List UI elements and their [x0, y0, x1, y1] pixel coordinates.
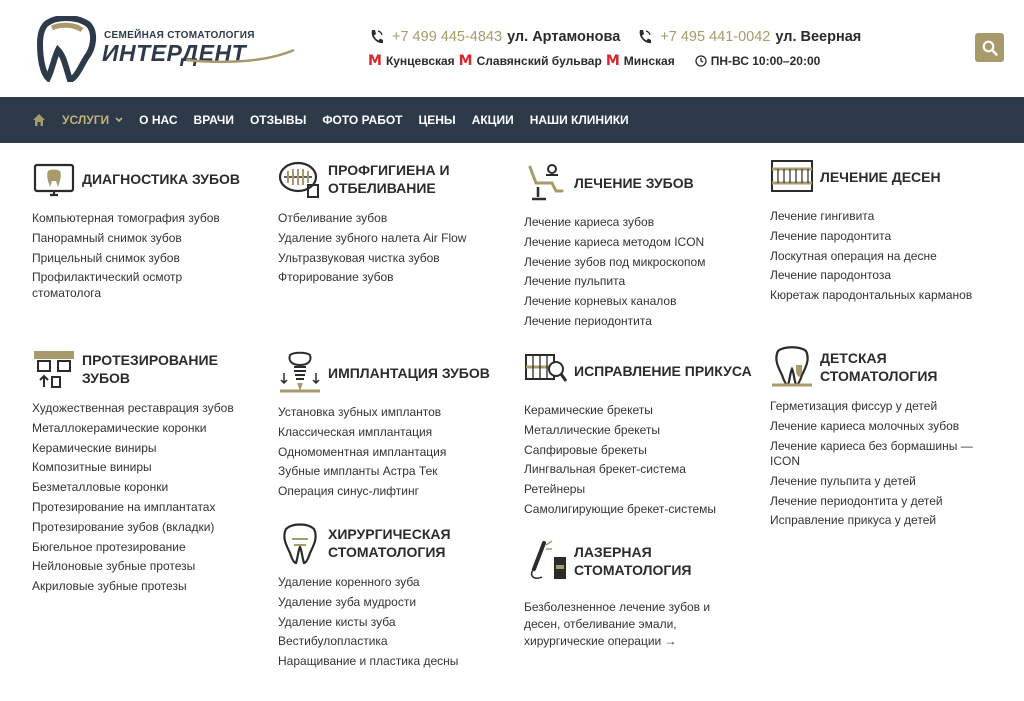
nav-item-about[interactable]: О НАС [139, 113, 178, 127]
search-icon [982, 40, 998, 56]
contacts-block [368, 27, 868, 77]
category-title: ИСПРАВЛЕНИЕ ПРИКУСА [574, 363, 752, 379]
nav-item-label: УСЛУГИ [62, 113, 110, 127]
service-link[interactable]: Лечение периодонтита у детей [770, 493, 943, 508]
clock-icon [695, 55, 707, 67]
category-prosthetics [32, 347, 257, 599]
service-link[interactable]: Кюретаж пародонтальных карманов [770, 288, 973, 303]
service-link[interactable]: Лечение кариеса методом ICON [524, 234, 705, 249]
service-link[interactable]: Вестибулопластика [278, 634, 388, 649]
category-treatment [524, 161, 754, 334]
home-icon[interactable] [32, 113, 46, 127]
category-implants [278, 351, 508, 504]
category-diagnostics [32, 157, 252, 306]
category-title: ПРОФГИГИЕНА И ОТБЕЛИВАНИЕ [328, 162, 450, 196]
category-list [770, 209, 1000, 304]
service-link[interactable]: Самолигирующие брекет-системы [524, 501, 717, 516]
service-link[interactable]: Лечение пародонтита [770, 228, 892, 243]
search-button[interactable] [975, 33, 1004, 62]
service-link[interactable]: Лечение пульпита у детей [770, 473, 916, 488]
service-link[interactable]: Герметизация фиссур у детей [770, 399, 938, 413]
nav-item-reviews[interactable]: ОТЗЫВЫ [249, 113, 307, 127]
nav-item-doctors[interactable]: ВРАЧИ [193, 113, 234, 127]
services-mega-menu [0, 143, 1024, 701]
service-link[interactable]: Лечение корневых каналов [524, 294, 677, 309]
metro-station: Минская [623, 54, 675, 68]
service-link[interactable]: Лечение пульпита [524, 274, 626, 289]
swoosh-icon [176, 46, 296, 66]
service-link[interactable]: Протезирование на имплантатах [32, 499, 216, 514]
kids-tooth-icon [770, 345, 814, 389]
category-header[interactable] [524, 161, 754, 205]
working-hours: ПН-ВС 10:00–20:00 [710, 54, 821, 68]
nav-item-services[interactable] [62, 113, 123, 127]
service-link[interactable]: Металлокерамические коронки [32, 420, 207, 435]
service-link[interactable]: Сапфировые брекеты [524, 442, 647, 457]
service-link[interactable]: Протезирование зубов (вкладки) [32, 519, 215, 534]
category-header[interactable] [524, 349, 759, 393]
service-link[interactable]: Исправление прикуса у детей [770, 513, 937, 528]
category-list [32, 211, 252, 301]
surgery-tooth-icon [278, 521, 322, 565]
category-header[interactable] [770, 155, 1000, 199]
logo[interactable] [36, 16, 266, 82]
logo-subtitle: СЕМЕЙНАЯ СТОМАТОЛОГИЯ [104, 30, 255, 41]
service-link[interactable]: Композитные виниры [32, 460, 152, 475]
category-title: ЛЕЧЕНИЕ ДЕСЕН [820, 169, 941, 185]
category-title: ЛЕЧЕНИЕ ЗУБОВ [574, 175, 694, 191]
category-header[interactable] [32, 347, 257, 391]
category-title: ДЕТСКАЯ СТОМАТОЛОГИЯ [820, 350, 938, 384]
category-header[interactable] [278, 521, 508, 565]
nav-item-photos[interactable]: ФОТО РАБОТ [322, 113, 403, 127]
site-header [0, 0, 1024, 97]
phone-number[interactable]: +7 495 441-0042 [660, 29, 771, 45]
service-link[interactable]: Классическая имплантация [278, 424, 433, 439]
category-title: ХИРУРГИЧЕСКАЯ СТОМАТОЛОГИЯ [328, 526, 451, 560]
phone-icon [368, 28, 384, 46]
metro-icon: М [368, 53, 382, 69]
category-title: ИМПЛАНТАЦИЯ ЗУБОВ [328, 365, 490, 381]
category-header[interactable] [770, 345, 1010, 389]
tooth-logo-icon [36, 16, 98, 82]
implant-icon [278, 351, 322, 395]
category-title: ЛАЗЕРНАЯ СТОМАТОЛОГИЯ [574, 544, 692, 578]
service-link[interactable]: Керамические брекеты [524, 403, 653, 417]
nav-item-clinics[interactable]: НАШИ КЛИНИКИ [529, 113, 629, 127]
service-link[interactable]: Удаление зубного налета Air Flow [278, 230, 467, 245]
service-link[interactable]: Керамические виниры [32, 440, 157, 455]
monitor-tooth-icon [32, 157, 76, 201]
service-link[interactable]: Наращивание и пластика десны [278, 654, 459, 669]
teeth-brush-icon [278, 157, 322, 201]
category-list [32, 401, 257, 595]
category-list [524, 403, 759, 517]
clinic-street: ул. Артамонова [507, 29, 621, 45]
service-link[interactable]: Удаление кисты зуба [278, 614, 396, 629]
service-link[interactable]: Зубные импланты Астра Тек [278, 464, 438, 479]
category-list [278, 211, 498, 286]
category-header[interactable] [524, 539, 739, 583]
phone-number[interactable]: +7 499 445-4843 [392, 29, 503, 45]
service-link[interactable]: Одномоментная имплантация [278, 444, 447, 459]
service-link[interactable]: Фторирование зубов [278, 270, 394, 285]
main-nav [0, 97, 1024, 143]
service-link[interactable]: Лоскутная операция на десне [770, 248, 937, 263]
service-link[interactable]: Ретейнеры [524, 482, 586, 497]
service-link[interactable]: Металлические брекеты [524, 422, 661, 437]
service-link[interactable]: Лечение кариеса без бормашины — ICON [770, 438, 973, 469]
service-link[interactable]: Панорамный снимок зубов [32, 230, 182, 245]
metro-row [368, 53, 820, 69]
service-link[interactable]: Прицельный снимок зубов [32, 250, 180, 265]
category-gums [770, 155, 1000, 308]
category-title: ПРОТЕЗИРОВАНИЕ ЗУБОВ [82, 352, 218, 386]
category-header[interactable] [278, 351, 508, 395]
phones-row [368, 27, 877, 47]
clinic-street: ул. Веерная [775, 29, 862, 45]
service-link[interactable]: Лечение кариеса зубов [524, 215, 655, 229]
service-link[interactable]: Профилактический осмотр стоматолога [32, 270, 183, 300]
service-link[interactable]: Акриловые зубные протезы [32, 579, 187, 594]
service-link[interactable]: Установка зубных имплантов [278, 405, 442, 419]
service-link[interactable]: Лечение пародонтоза [770, 268, 892, 283]
service-link[interactable]: Удаление коренного зуба [278, 575, 420, 589]
nav-item-promos[interactable]: АКЦИИ [471, 113, 514, 127]
category-surgery [278, 521, 508, 674]
jaw-icon [770, 155, 814, 199]
laser-icon [524, 539, 568, 583]
service-link[interactable]: Отбеливание зубов [278, 211, 388, 225]
service-link[interactable]: Ультразвуковая чистка зубов [278, 250, 440, 265]
metro-station: Кунцевская [385, 54, 455, 68]
category-laser [524, 539, 739, 650]
category-hygiene [278, 157, 498, 290]
metro-icon: М [458, 53, 473, 69]
service-link[interactable]: Лечение гингивита [770, 209, 875, 223]
category-list [278, 405, 508, 500]
category-list [524, 215, 754, 329]
category-list [770, 399, 1010, 529]
category-kids [770, 345, 1010, 533]
service-link[interactable]: Удаление зуба мудрости [278, 594, 417, 609]
metro-icon: М [605, 53, 620, 69]
service-link[interactable]: Художественная реставрация зубов [32, 401, 234, 415]
category-title: ДИАГНОСТИКА ЗУБОВ [82, 171, 241, 187]
braces-magnifier-icon [524, 349, 568, 393]
category-list [278, 575, 508, 670]
category-header[interactable] [278, 157, 498, 201]
service-link[interactable]: Лечение кариеса молочных зубов [770, 418, 960, 433]
metro-station: Славянский бульвар [476, 54, 602, 68]
logo-name: ИНТЕРДЕНТ [102, 40, 247, 66]
service-link[interactable]: Операция синус-лифтинг [278, 484, 419, 499]
service-link[interactable]: Компьютерная томография зубов [32, 211, 220, 225]
laser-description-link[interactable]: Безболезненное лечение зубов и десен, отбеливание эмали, хирургические операции → [524, 600, 711, 648]
service-link[interactable]: Лечение периодонтита [524, 313, 652, 328]
service-link[interactable]: Лингвальная брекет-система [524, 462, 686, 477]
nav-item-prices[interactable]: ЦЕНЫ [418, 113, 456, 127]
dental-chair-icon [524, 161, 568, 205]
service-link[interactable]: Нейлоновые зубные протезы [32, 559, 196, 574]
service-link[interactable]: Лечение зубов под микроскопом [524, 254, 706, 269]
prosthesis-icon [32, 347, 76, 391]
category-bite [524, 349, 759, 522]
service-link[interactable]: Бюгельное протезирование [32, 539, 186, 554]
phone-icon [636, 28, 652, 46]
category-header[interactable] [32, 157, 252, 201]
service-link[interactable]: Безметалловые коронки [32, 480, 169, 495]
chevron-down-icon [115, 117, 123, 123]
